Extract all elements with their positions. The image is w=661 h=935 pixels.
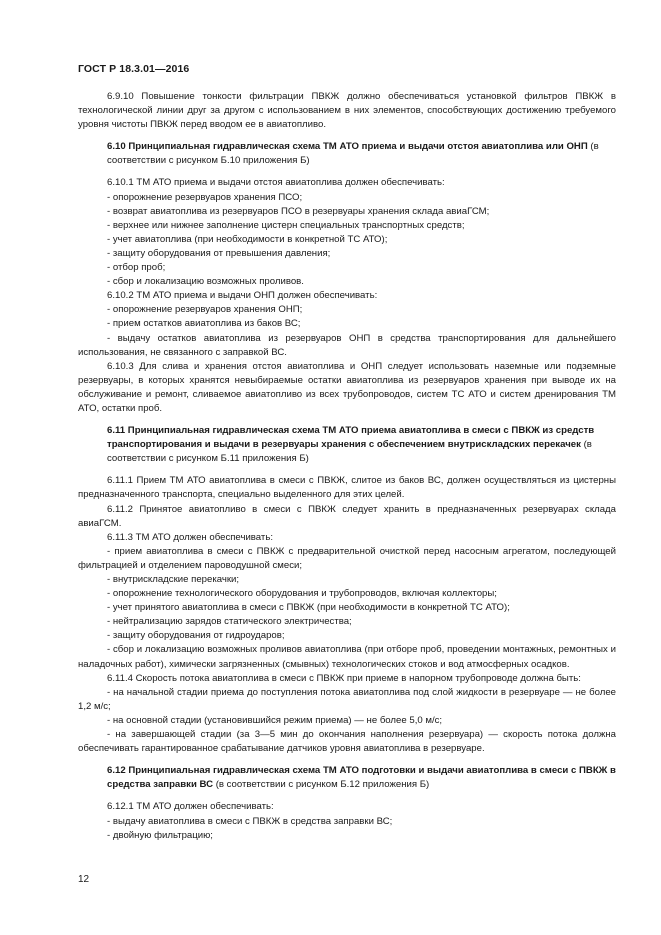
section-spacer (78, 168, 616, 176)
paragraph: 6.10.3 Для слива и хранения отстоя авиатоплива и ОНП следует использовать наземные или подземные резервуары, в которых хранятся невыбираемые остатки авиатоплива из резервуаров хранения при выводе их на обслуживание и ремонт, сливаемое авиатопливо из всех трубопроводов, систем ТС АТО и систем дренирования ТМ АТО, остатки проб. (78, 360, 616, 414)
page-number: 12 (78, 874, 90, 885)
section-heading (107, 424, 616, 466)
document-body (78, 90, 616, 843)
list-item: - выдачу остатков авиатоплива из резервуаров ОНП в средства транспортирования для дальнейшего использования, не связанного с заправкой ВС. (78, 332, 616, 358)
list-item: - сбор и локализацию возможных проливов авиатоплива (при отборе проб, проведении монтажных, ремонтных и наладочных работ), химически загрязненных (смывных) технологических стоков и вод атмосферных осадков. (78, 644, 616, 670)
section-spacer (78, 466, 616, 474)
list-item: - отбор проб; (107, 262, 166, 274)
list-item: - верхнее или нижнее заполнение цистерн специальных транспортных средств; (107, 219, 465, 231)
section-heading-title: 6.10 Принципиальная гидравлическая схема ТМ АТО приема и выдачи отстоя авиатоплива или ОНП (107, 141, 588, 153)
list-item: - учет принятого авиатоплива в смеси с ПВКЖ (при необходимости в конкретной ТС АТО); (107, 602, 510, 614)
list-item: - защиту оборудования от превышения давления; (107, 247, 331, 259)
paragraph: 6.12.1 ТМ АТО должен обеспечивать: (107, 801, 274, 813)
section-heading-reference: (в соответствии с рисунком Б.12 приложения Б) (213, 779, 430, 791)
paragraph: 6.10.1 ТМ АТО приема и выдачи отстоя авиатоплива должен обеспечивать: (107, 177, 445, 189)
list-item: - выдачу авиатоплива в смеси с ПВКЖ в средства заправки ВС; (107, 815, 393, 827)
list-item: - учет авиатоплива (при необходимости в конкретной ТС АТО); (107, 233, 388, 245)
paragraph: 6.9.10 Повышение тонкости фильтрации ПВКЖ должно обеспечиваться установкой фильтров ПВКЖ в технологической линии друг за другом с использованием в них элементов, способствующих достижению требуемого уровня чистоты ПВКЖ перед вводом ее в авиатопливо. (78, 91, 616, 131)
list-item: - опорожнение технологического оборудования и трубопроводов, включая коллекторы; (107, 588, 497, 600)
list-item: - нейтрализацию зарядов статического электричества; (107, 616, 352, 628)
section-spacer (78, 132, 616, 140)
list-item: - двойную фильтрацию; (107, 829, 213, 841)
standard-header: ГОСТ Р 18.3.01—2016 (78, 63, 190, 75)
section-heading-reference: (в соответствии с рисунком Б.11 приложения Б) (107, 439, 592, 465)
paragraph: 6.11.2 Принятое авиатопливо в смеси с ПВКЖ следует хранить в предназначенных резервуарах склада авиаГСМ. (78, 503, 616, 529)
section-heading-title: 6.12 Принципиальная гидравлическая схема ТМ АТО подготовки и выдачи авиатоплива в смеси с ПВКЖ в средства заправки ВС (107, 765, 616, 791)
section-spacer (78, 416, 616, 424)
list-item: - прием остатков авиатоплива из баков ВС; (107, 318, 301, 330)
list-item: - внутрискладские перекачки; (107, 574, 240, 585)
paragraph: 6.11.1 Прием ТМ АТО авиатоплива в смеси с ПВКЖ, слитое из баков ВС, должен осуществляться из цистерны предназначенного транспорта, специально выделенного для этих целей. (78, 475, 616, 501)
list-item: - опорожнение резервуаров хранения ПСО; (107, 191, 303, 203)
list-item: - на основной стадии (установившийся режим приема) — не более 5,0 м/с; (107, 714, 443, 726)
list-item: - прием авиатоплива в смеси с ПВКЖ с предварительной очисткой перед насосным агрегатом, последующей фильтрацией и отделением пароводушной смеси; (78, 545, 616, 571)
section-heading-title: 6.11 Принципиальная гидравлическая схема ТМ АТО приема авиатоплива в смеси с ПВКЖ из средств транспортирования и выдачи в резервуары хранения с обеспечением внутрискладских перекачек (107, 425, 595, 451)
list-item: - сбор и локализацию возможных проливов. (107, 276, 304, 288)
section-spacer (78, 756, 616, 764)
list-item: - опорожнение резервуаров хранения ОНП; (107, 304, 303, 316)
paragraph: 6.11.3 ТМ АТО должен обеспечивать: (107, 531, 273, 543)
section-heading (107, 764, 616, 792)
list-item: - защиту оборудования от гидроударов; (107, 630, 285, 642)
paragraph: 6.11.4 Скорость потока авиатоплива в смеси с ПВКЖ при приеме в напорном трубопроводе должна быть: (107, 672, 581, 684)
list-item: - на завершающей стадии (за 3—5 мин до окончания наполнения резервуара) — скорость потока должна обеспечивать гарантированное срабатывание датчиков уровня авиатоплива в резервуаре. (78, 729, 616, 755)
section-heading (107, 140, 616, 168)
section-heading-reference: (в соответствии с рисунком Б.10 приложения Б) (107, 141, 599, 167)
paragraph: 6.10.2 ТМ АТО приема и выдачи ОНП должен обеспечивать: (107, 290, 378, 302)
list-item: - возврат авиатоплива из резервуаров ПСО в резервуары хранения склада авиаГСМ; (107, 205, 490, 217)
list-item: - на начальной стадии приема до поступления потока авиатоплива под слой жидкости в резервуаре — не более 1,2 м/с; (78, 686, 616, 712)
section-spacer (78, 792, 616, 800)
